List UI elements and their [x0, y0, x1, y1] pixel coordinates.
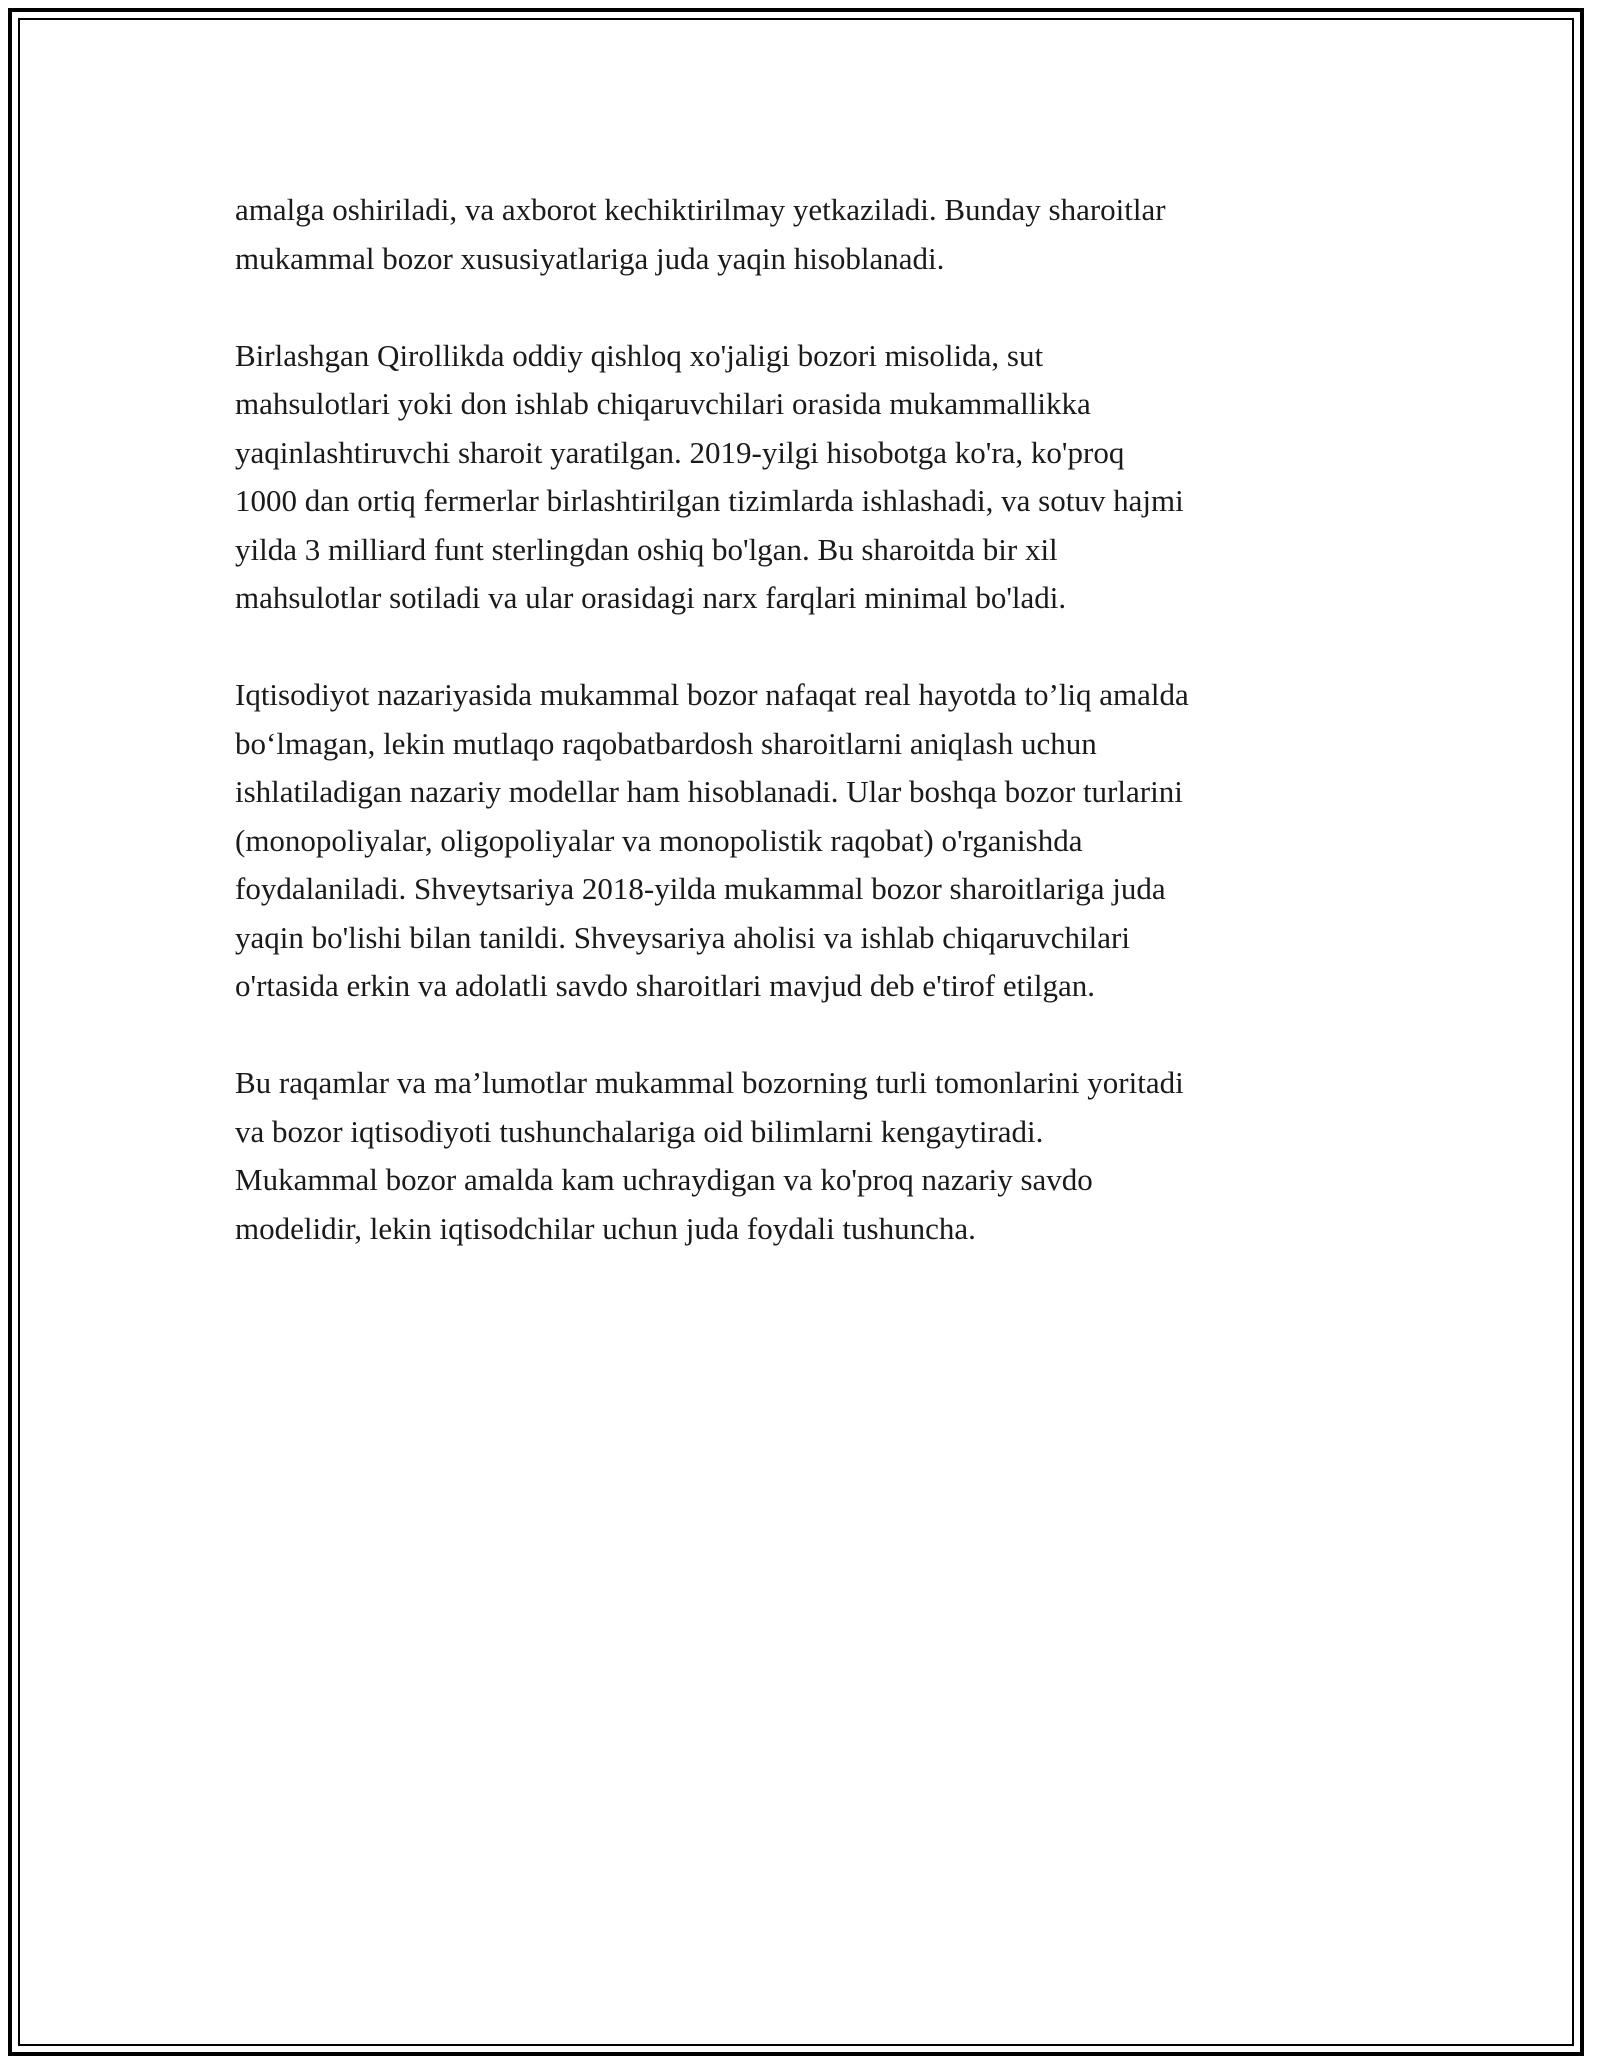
paragraph-3: Iqtisodiyot nazariyasida mukammal bozor nafaqat real hayotda to’liq amalda bo‘lmagan, lekin mutlaqo raqobatbardosh sharoitlarni aniqlash uchun ishlatiladigan nazariy modellar ham hisoblanadi. Ular boshqa bozor turlarini (monopoliyalar, oligopoliyalar va monopolistik raqobat) o'rganishda foydalaniladi. Shveytsariya 2018-yilda mukammal bozor sharoitlariga juda yaqin bo'lishi bilan tanildi. Shveysariya aholisi va ishlab chiqaruvchilari o'rtasida erkin va adolatli savdo sharoitlari mavjud deb e'tirof etilgan. [235, 677, 1189, 1003]
paragraph-1: amalga oshiriladi, va axborot kechiktirilmay yetkaziladi. Bunday sharoitlar mukammal bozor xususiyatlariga juda yaqin hisoblanadi. [235, 192, 1166, 276]
document-body [235, 186, 1385, 1302]
paragraph-2: Birlashgan Qirollikda oddiy qishloq xo'jaligi bozori misolida, sut mahsulotlari yoki don ishlab chiqaruvchilari orasida mukammallikka yaqinlashtiruvchi sharoit yaratilgan. 2019-yilgi hisobotga ko'ra, ko'proq 1000 dan ortiq fermerlar birlashtirilgan tizimlarda ishlashadi, va sotuv hajmi yilda 3 milliard funt sterlingdan oshiq bo'lgan. Bu sharoitda bir xil mahsulotlar sotiladi va ular orasidagi narx farqlari minimal bo'ladi. [235, 337, 1184, 615]
paragraph-4: Bu raqamlar va ma’lumotlar mukammal bozorning turli tomonlarini yoritadi va bozor iqtisodiyoti tushunchalariga oid bilimlarni kengaytiradi. Mukammal bozor amalda kam uchraydigan va ko'proq nazariy savdo modelidir, lekin iqtisodchilar uchun juda foydali tushuncha. [235, 1065, 1184, 1246]
